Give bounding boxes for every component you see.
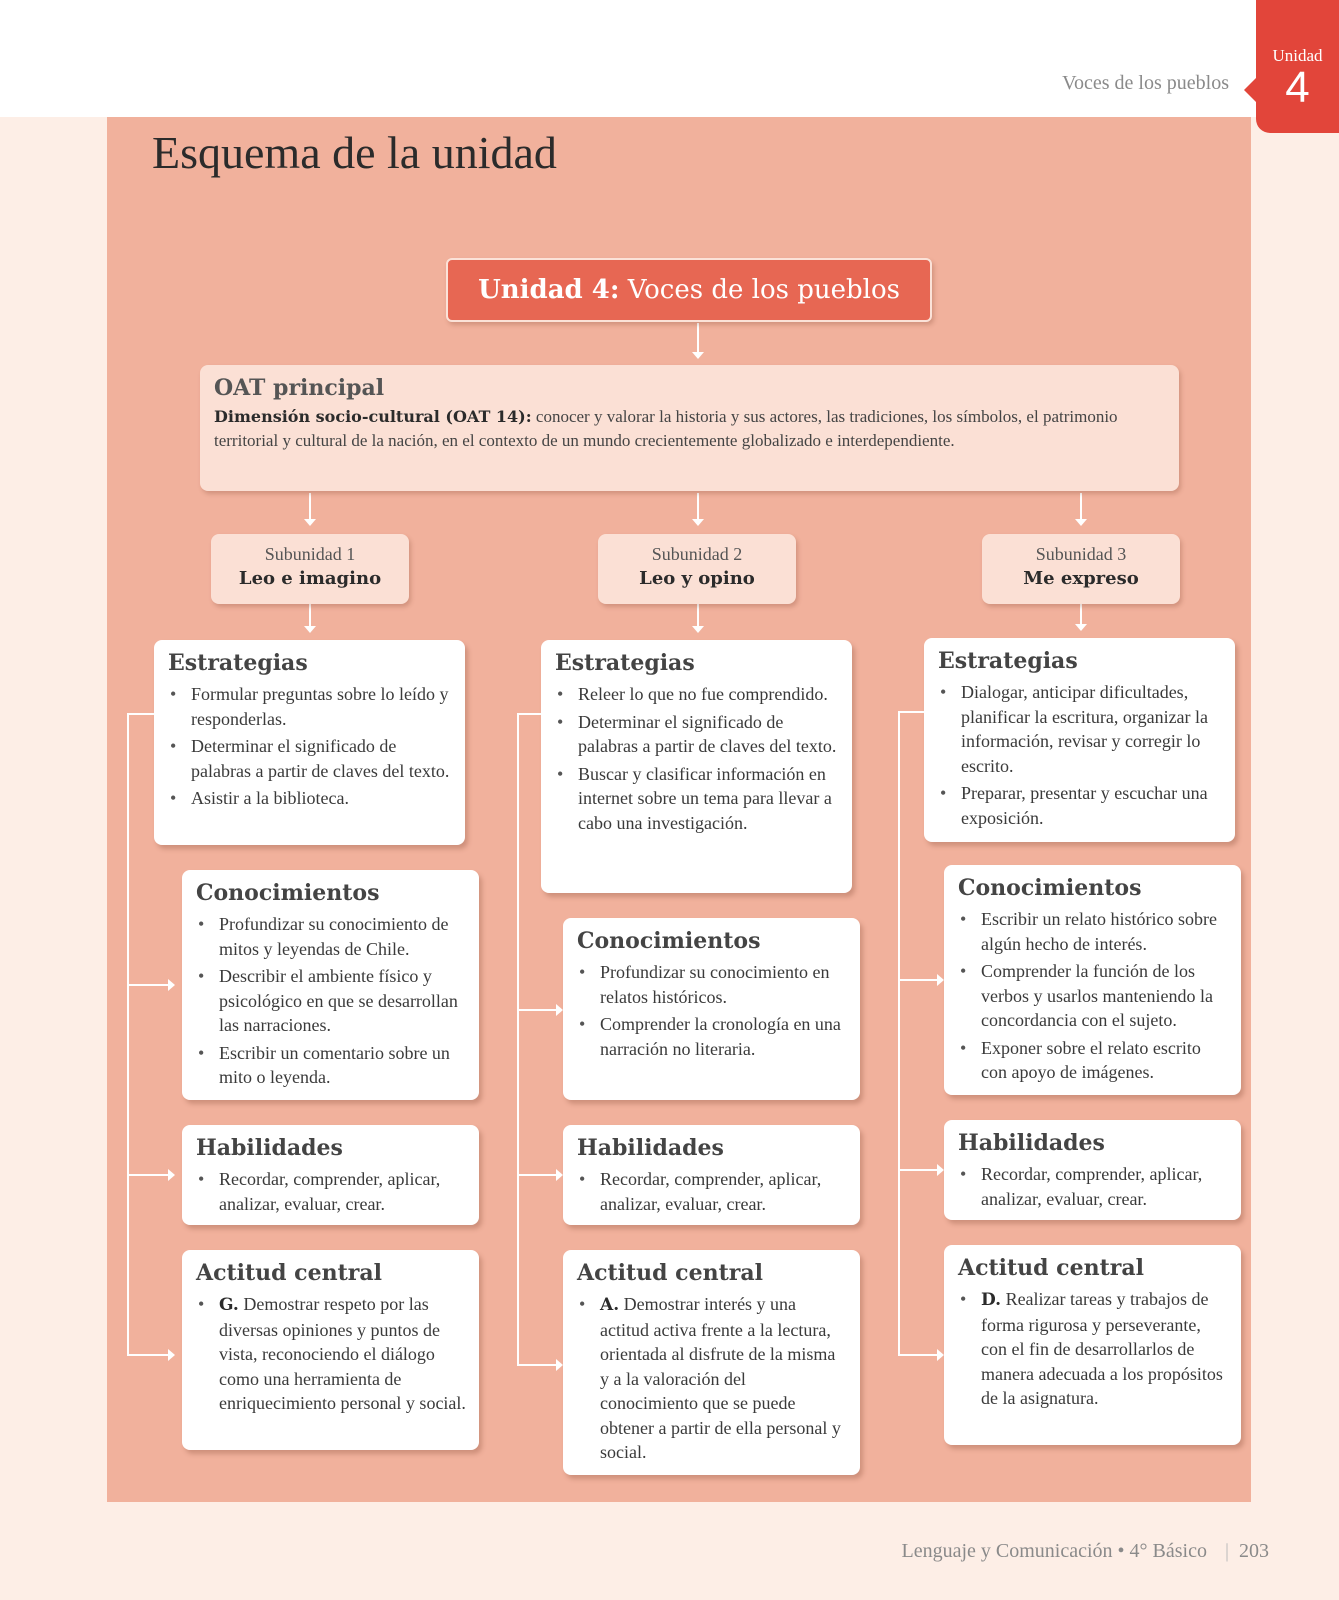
card-title: Actitud central — [196, 1260, 382, 1286]
card-title: Actitud central — [577, 1260, 763, 1286]
unit-box — [446, 258, 932, 322]
footer-separator: | — [1224, 1540, 1229, 1562]
unit-box-bold: Unidad 4: — [478, 275, 620, 305]
list-item — [196, 1292, 467, 1416]
card-title: Habilidades — [958, 1130, 1105, 1156]
list-item: • Escribir un relato histórico sobre algún hecho de interés. — [958, 907, 1229, 956]
subunit-1-box — [211, 534, 409, 604]
attitude-letter: A. — [600, 1295, 620, 1315]
conocimientos-card-3 — [944, 865, 1241, 1095]
card-title: Conocimientos — [196, 880, 380, 906]
unit-tab-number: 4 — [1285, 63, 1310, 112]
card-title: Actitud central — [958, 1255, 1144, 1281]
card-title: Conocimientos — [577, 928, 761, 954]
list-item — [958, 1287, 1229, 1411]
page-footer — [902, 1540, 1270, 1563]
oat-box — [200, 365, 1179, 491]
list-item: • Recordar, comprender, aplicar, analizar, evaluar, crear. — [196, 1167, 467, 1216]
list-item: • Formular preguntas sobre lo leído y responderlas. — [168, 682, 453, 731]
card-title: Habilidades — [577, 1135, 724, 1161]
list-item: • Recordar, comprender, aplicar, analizar, evaluar, crear. — [577, 1167, 848, 1216]
list-item: • Asistir a la biblioteca. — [168, 786, 453, 811]
list-item: • Buscar y clasificar información en internet sobre un tema para llevar a cabo una investigación. — [555, 762, 840, 836]
subunit-2-box — [598, 534, 796, 604]
habilidades-card-1 — [182, 1125, 479, 1225]
list-item: • Preparar, presentar y escuchar una exposición. — [938, 781, 1223, 830]
subunit-name: Me expreso — [1023, 568, 1139, 589]
unit-box-text: Voces de los pueblos — [619, 275, 900, 305]
list-item: • Escribir un comentario sobre un mito o leyenda. — [196, 1041, 467, 1090]
list-item: • Dialogar, anticipar dificultades, planificar la escritura, organizar la información, revisar y corregir lo escrito. — [938, 680, 1223, 778]
subunit-3-box — [982, 534, 1180, 604]
estrategias-card-1 — [154, 640, 465, 845]
subunit-name: Leo e imagino — [238, 568, 382, 589]
list-item — [577, 1292, 848, 1465]
page-number: 203 — [1239, 1540, 1269, 1562]
subunit-name: Leo y opino — [639, 568, 755, 589]
unit-tab-label: Unidad — [1272, 46, 1323, 65]
list-item: • Comprender la función de los verbos y usarlos manteniendo la concordancia con el sujeto. — [958, 959, 1229, 1033]
estrategias-card-2 — [541, 640, 852, 893]
attitude-letter: G. — [219, 1295, 239, 1315]
list-item: • Comprender la cronología en una narración no literaria. — [577, 1012, 848, 1061]
oat-text: conocer y valorar la historia y sus actores, las tradiciones, los símbolos, el patrimonio territorial y cultural de la nación, en el contexto de un mundo crecientemente globalizado e interdependiente. — [214, 407, 1118, 450]
estrategias-card-3 — [924, 638, 1235, 842]
oat-heading: OAT principal — [214, 375, 385, 401]
actitud-card-2 — [563, 1250, 860, 1475]
card-title: Estrategias — [555, 650, 695, 676]
header-title: Voces de los pueblos — [1062, 72, 1229, 94]
attitude-text: Realizar tareas y trabajos de forma rigurosa y perseverante, con el fin de desarrollarlos de manera adecuada a los propósitos de la asignatura. — [981, 1289, 1223, 1408]
subunit-label: Subunidad 1 — [264, 544, 356, 564]
card-title: Estrategias — [938, 648, 1078, 674]
attitude-text: Demostrar respeto por las diversas opiniones y puntos de vista, reconociendo el diálogo como una herramienta de enriquecimiento personal y social. — [219, 1294, 466, 1413]
list-item: • Profundizar su conocimiento de mitos y leyendas de Chile. — [196, 912, 467, 961]
attitude-letter: D. — [981, 1290, 1002, 1310]
list-item: • Determinar el significado de palabras a partir de claves del texto. — [168, 734, 453, 783]
oat-description — [214, 405, 1165, 453]
subunit-label: Subunidad 3 — [1035, 544, 1127, 564]
list-item: • Exponer sobre el relato escrito con apoyo de imágenes. — [958, 1036, 1229, 1085]
footer-subject: Lenguaje y Comunicación • 4° Básico — [901, 1540, 1207, 1562]
actitud-card-1 — [182, 1250, 479, 1450]
habilidades-card-2 — [563, 1125, 860, 1225]
habilidades-card-3 — [944, 1120, 1241, 1220]
conocimientos-card-1 — [182, 870, 479, 1100]
list-item: • Profundizar su conocimiento en relatos históricos. — [577, 960, 848, 1009]
oat-bold: Dimensión socio-cultural (OAT 14): — [214, 407, 532, 426]
list-item: • Recordar, comprender, aplicar, analizar, evaluar, crear. — [958, 1162, 1229, 1211]
card-title: Habilidades — [196, 1135, 343, 1161]
list-item: • Determinar el significado de palabras a partir de claves del texto. — [555, 710, 840, 759]
page-title: Esquema de la unidad — [152, 127, 557, 178]
card-title: Estrategias — [168, 650, 308, 676]
actitud-card-3 — [944, 1245, 1241, 1445]
card-title: Conocimientos — [958, 875, 1142, 901]
list-item: • Describir el ambiente físico y psicológico en que se desarrollan las narraciones. — [196, 964, 467, 1038]
subunit-label: Subunidad 2 — [651, 544, 743, 564]
conocimientos-card-2 — [563, 918, 860, 1100]
attitude-text: Demostrar interés y una actitud activa frente a la lectura, orientada al disfrute de la misma y a la valoración del conocimiento que se puede obtener a partir de ella personal y social. — [600, 1294, 841, 1462]
list-item: • Releer lo que no fue comprendido. — [555, 682, 840, 707]
